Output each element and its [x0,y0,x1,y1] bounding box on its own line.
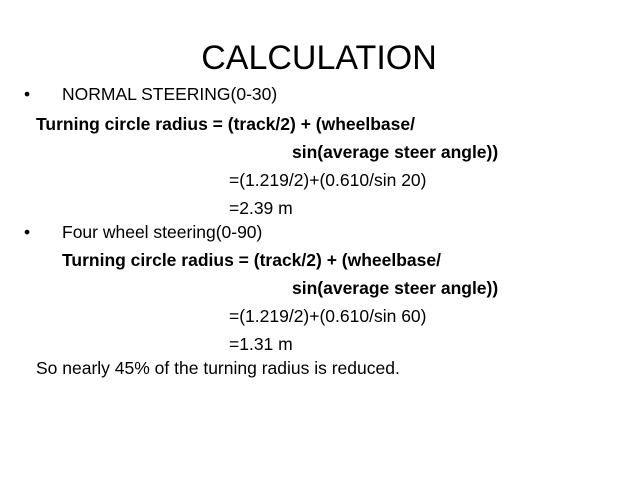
normal-result: =2.39 m [229,198,293,218]
bullet-icon: • [24,84,31,104]
normal-calculation: =(1.219/2)+(0.610/sin 20) [229,170,427,190]
four-formula-line-2: sin(average steer angle)) [292,278,499,298]
slide-title: CALCULATION [201,39,437,77]
four-wheel-heading: Four wheel steering(0-90) [62,222,263,242]
conclusion-text: So nearly 45% of the turning radius is reduced. [36,358,400,378]
four-result: =1.31 m [229,334,293,354]
normal-formula-line-2: sin(average steer angle)) [292,142,499,162]
normal-steering-heading: NORMAL STEERING(0-30) [62,84,278,104]
four-formula-line-1: Turning circle radius = (track/2) + (wheelbase/ [62,250,441,270]
bullet-icon: • [24,222,31,242]
four-calculation: =(1.219/2)+(0.610/sin 60) [229,306,427,326]
normal-formula-line-1: Turning circle radius = (track/2) + (wheelbase/ [36,114,415,134]
